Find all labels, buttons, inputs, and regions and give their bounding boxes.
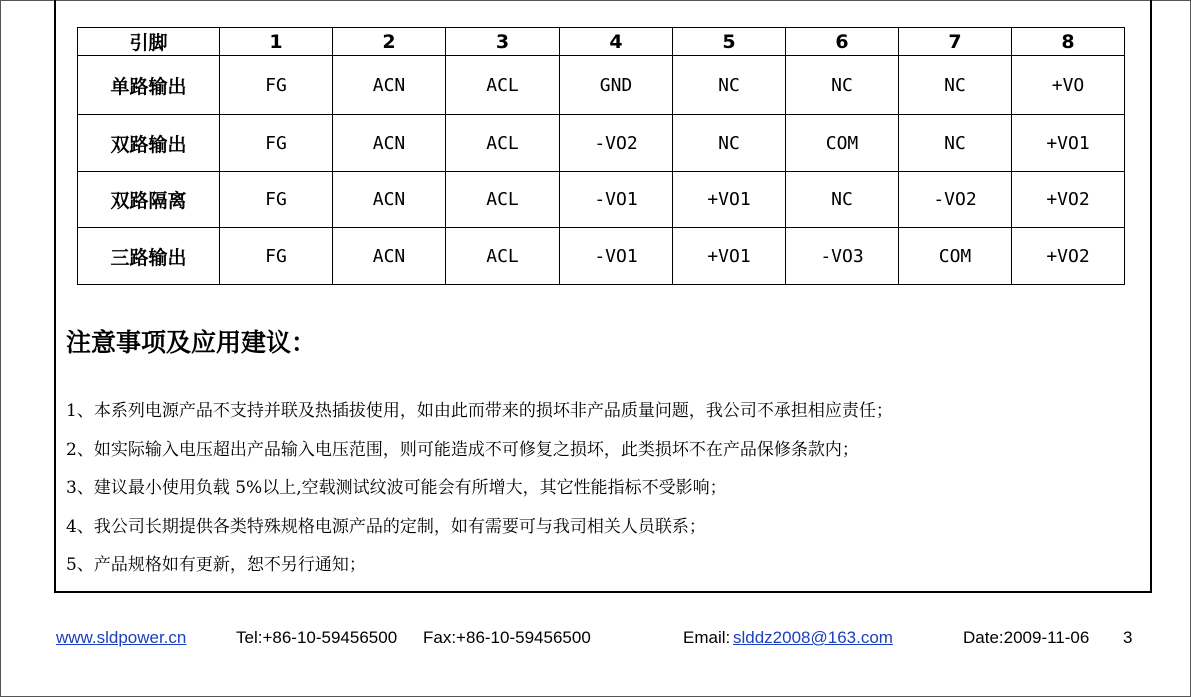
- table-cell: NC: [786, 172, 899, 228]
- table-cell: ACN: [333, 115, 446, 172]
- fax-number: Fax:+86-10-59456500: [423, 628, 591, 647]
- table-row: [78, 115, 1125, 172]
- table-cell: FG: [220, 172, 333, 228]
- table-cell: COM: [899, 228, 1012, 285]
- row-label: 双路输出: [78, 115, 220, 172]
- row-label: 双路隔离: [78, 172, 220, 228]
- table-cell: ACL: [446, 172, 560, 228]
- table-cell: -VO2: [560, 115, 673, 172]
- table-cell: +VO2: [1012, 172, 1125, 228]
- note-item: 5、产品规格如有更新，恕不另行通知；: [66, 555, 366, 575]
- table-cell: ACN: [333, 228, 446, 285]
- table-cell: GND: [560, 56, 673, 115]
- document-date: Date:2009-11-06: [963, 628, 1090, 647]
- email-link[interactable]: slddz2008@163.com: [733, 628, 893, 647]
- page-number: 3: [1123, 628, 1133, 647]
- table-cell: +VO2: [1012, 228, 1125, 285]
- table-cell: COM: [786, 115, 899, 172]
- email-label: Email:: [683, 628, 731, 647]
- table-cell: +VO: [1012, 56, 1125, 115]
- header-cell: 4: [560, 28, 673, 56]
- table-row: [78, 56, 1125, 115]
- table-cell: -VO2: [899, 172, 1012, 228]
- header-cell: 6: [786, 28, 899, 56]
- website-link[interactable]: www.sldpower.cn: [56, 628, 187, 647]
- note-item: 1、本系列电源产品不支持并联及热插拔使用，如由此而带来的损坏非产品质量问题，我公司不承担相应责任；: [66, 401, 893, 421]
- note-item: 3、建议最小使用负载 5%以上,空载测试纹波可能会有所增大，其它性能指标不受影响；: [66, 478, 727, 498]
- notes-list: [66, 398, 1136, 591]
- table-cell: -VO1: [560, 228, 673, 285]
- table-row: [78, 228, 1125, 285]
- table-cell: -VO3: [786, 228, 899, 285]
- header-cell: 5: [673, 28, 786, 56]
- pin-table: [77, 27, 1125, 285]
- table-cell: ACL: [446, 56, 560, 115]
- header-cell: 8: [1012, 28, 1125, 56]
- table-cell: ACN: [333, 56, 446, 115]
- header-cell: 引脚: [78, 28, 220, 56]
- note-item: 2、如实际输入电压超出产品输入电压范围，则可能造成不可修复之损坏，此类损坏不在产品保修条款内；: [66, 439, 859, 460]
- page-footer: [0, 628, 1191, 652]
- header-cell: 1: [220, 28, 333, 56]
- table-cell: +VO1: [673, 172, 786, 228]
- table-cell: ACN: [333, 172, 446, 228]
- table-header-row: [78, 28, 1125, 56]
- table-cell: FG: [220, 56, 333, 115]
- note-item: 4、我公司长期提供各类特殊规格电源产品的定制，如有需要可与我司相关人员联系；: [66, 516, 706, 537]
- table-cell: -VO1: [560, 172, 673, 228]
- table-cell: ACL: [446, 115, 560, 172]
- table-cell: FG: [220, 228, 333, 285]
- table-cell: NC: [786, 56, 899, 115]
- notes-heading: 注意事项及应用建议：: [66, 328, 317, 357]
- table-cell: NC: [899, 56, 1012, 115]
- table-cell: NC: [899, 115, 1012, 172]
- table-cell: FG: [220, 115, 333, 172]
- table-row: [78, 172, 1125, 228]
- table-cell: NC: [673, 115, 786, 172]
- row-label: 单路输出: [78, 56, 220, 115]
- table-cell: +VO1: [1012, 115, 1125, 172]
- table-cell: NC: [673, 56, 786, 115]
- header-cell: 7: [899, 28, 1012, 56]
- tel-number: Tel:+86-10-59456500: [236, 628, 398, 647]
- header-cell: 3: [446, 28, 560, 56]
- table-cell: +VO1: [673, 228, 786, 285]
- row-label: 三路输出: [78, 228, 220, 285]
- table-cell: ACL: [446, 228, 560, 285]
- header-cell: 2: [333, 28, 446, 56]
